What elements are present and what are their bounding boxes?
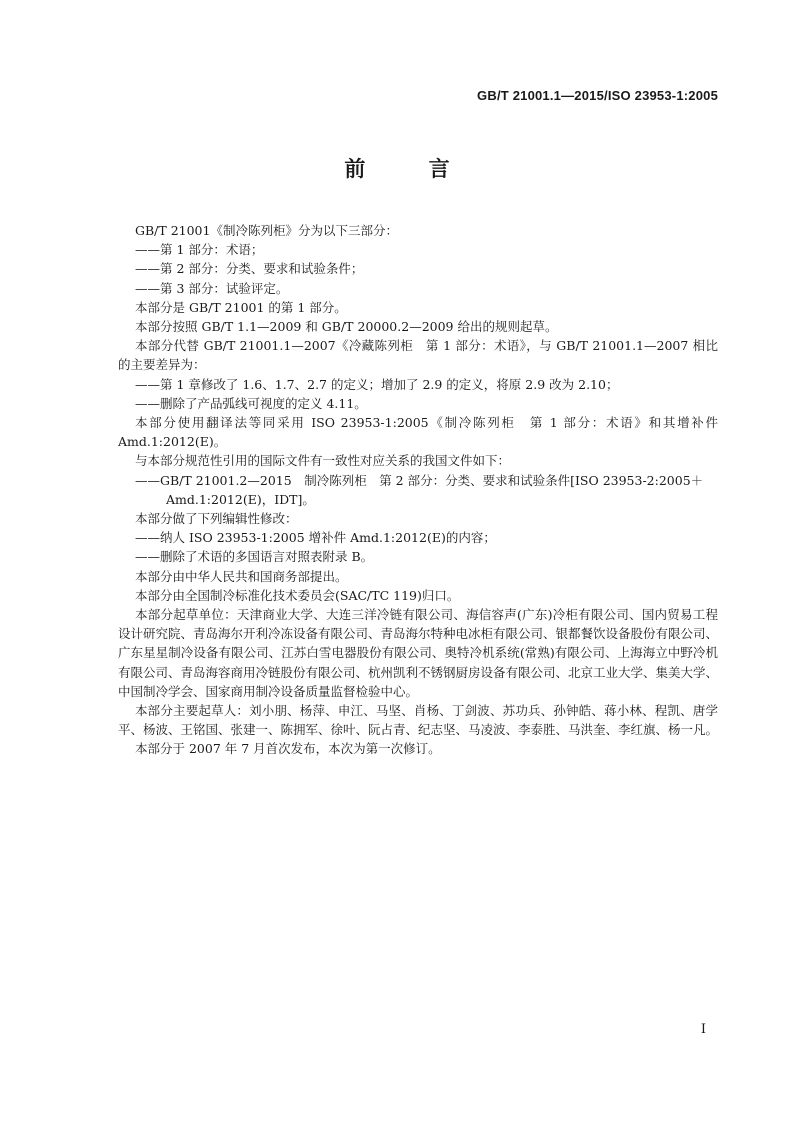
list-item-editorial-2: ——删除了术语的多国语言对照表附录 B。	[135, 549, 374, 565]
list-item-editorial-1: ——纳人 ISO 23953-1:2005 增补件 Amd.1:2012(E)的内容；	[135, 530, 496, 546]
paragraph-drafting-rules: 本部分按照 GB/T 1.1—2009 和 GB/T 20000.2—2009 给出的规则起草。	[135, 319, 558, 335]
list-item-part-1: ——第 1 部分：术语；	[135, 242, 264, 258]
list-item-change-2: ——删除了产品弧线可视度的定义 4.11。	[135, 395, 367, 411]
paragraph-national-docs: 与本部分规范性引用的国际文件有一致性对应关系的我国文件如下：	[135, 453, 511, 469]
standard-code: GB/T 21001.1—2015/ISO 23953-1:2005	[477, 88, 718, 103]
paragraph-editorial-changes: 本部分做了下列编辑性修改：	[135, 511, 298, 527]
page-title: 前 言	[344, 157, 478, 181]
paragraph-proposed-by: 本部分由中华人民共和国商务部提出。	[135, 568, 348, 584]
paragraph-drafting-units: 本部分起草单位：天津商业大学、大连三洋冷链有限公司、海信容声(广东)冷柜有限公司、国内贸易工程设计研究院、青岛海尔开利冷冻设备有限公司、青岛海尔特种电冰柜有限公司、银都餐饮设备股份有限公司、广东星星制冷设备有限公司、江苏白雪电器股份有限公司、奥特冷机系统(常熟)有限公司、上海海立中野冷机有限公司、青岛海容商用冷链股份有限公司、杭州凯利不锈钢厨房设备有限公司、北京工业大学、集美大学、中国制冷学会、国家商用制冷设备质量监督检验中心。	[118, 607, 719, 699]
paragraph-adoption: 本部分使用翻译法等同采用 ISO 23953-1:2005《制冷陈列柜 第 1 部分：术语》和其增补件 Amd.1:2012(E)。	[118, 415, 718, 450]
list-item-part-3: ——第 3 部分：试验评定。	[135, 280, 289, 296]
page-number: I	[700, 1022, 706, 1037]
list-item-national-doc: ——GB/T 21001.2—2015 制冷陈列柜 第 2 部分：分类、要求和试验条件[ISO 23953-2:2005＋	[135, 472, 704, 488]
paragraph-drafters: 本部分主要起草人：刘小朋、杨萍、申江、马坚、肖杨、丁剑波、苏功兵、孙钟皓、蒋小林、程凯、唐学平、杨波、王铭国、张建一、陈拥军、徐叶、阮占青、纪志坚、马凌波、李泰胜、马洪奎、李红旗、杨一凡。	[118, 703, 719, 738]
list-item-change-1: ——第 1 章修改了 1.6、1.7、2.7 的定义；增加了 2.9 的定义，将原 2.9 改为 2.10；	[135, 376, 619, 392]
list-item-part-2: ——第 2 部分：分类、要求和试验条件；	[135, 261, 364, 277]
paragraph-replaces: 本部分代替 GB/T 21001.1—2007《冷藏陈列柜 第 1 部分：术语》，与 GB/T 21001.1—2007 相比的主要差异为：	[118, 338, 718, 373]
paragraph-under-jurisdiction: 本部分由全国制冷标准化技术委员会(SAC/TC 119)归口。	[135, 587, 460, 603]
paragraph-part-statement: 本部分是 GB/T 21001 的第 1 部分。	[135, 299, 347, 315]
paragraph-publication-history: 本部分于 2007 年 7 月首次发布，本次为第一次修订。	[135, 741, 441, 757]
paragraph-series-intro: GB/T 21001《制冷陈列柜》分为以下三部分：	[135, 223, 398, 238]
list-item-national-doc-cont: Amd.1:2012(E)，IDT]。	[166, 491, 315, 507]
foreword-body	[118, 221, 718, 759]
